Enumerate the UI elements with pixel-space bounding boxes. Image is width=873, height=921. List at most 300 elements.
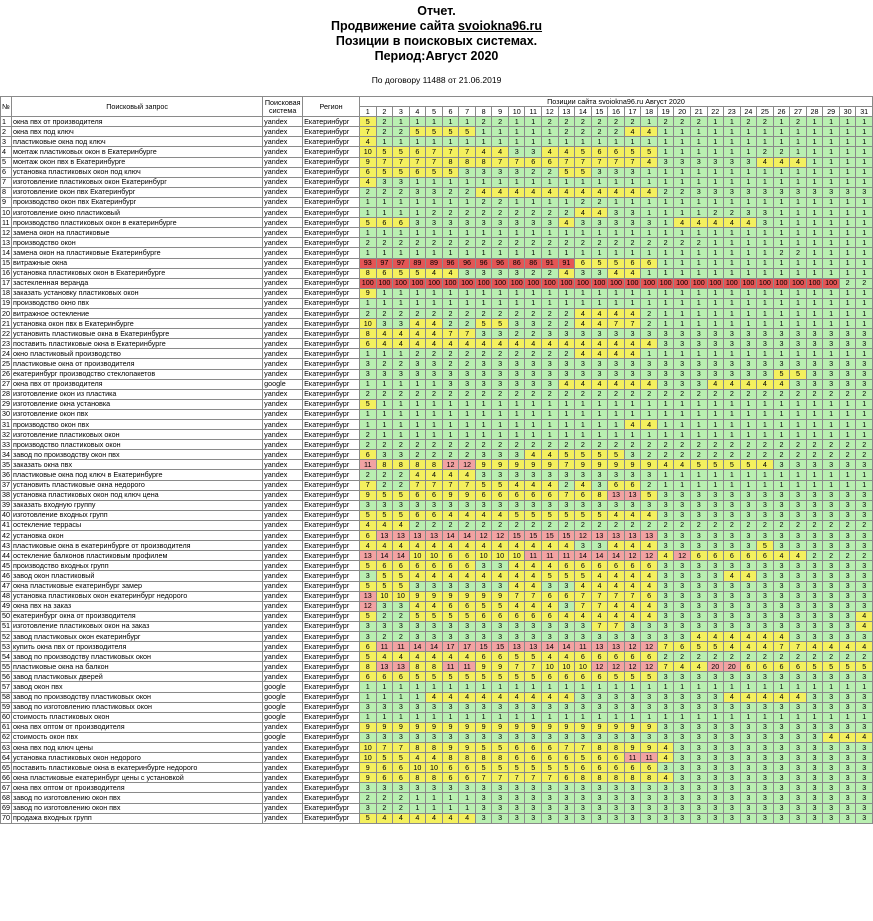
position-cell: 2 [674,440,691,450]
position-cell: 3 [773,359,790,369]
position-cell: 1 [724,197,741,207]
position-cell: 1 [426,793,443,803]
position-cell: 4 [674,218,691,228]
region: Екатеринбург [303,732,360,742]
position-cell: 3 [823,601,840,611]
position-cell: 1 [674,298,691,308]
position-cell: 1 [823,208,840,218]
position-cell: 2 [674,520,691,530]
position-cell: 9 [459,591,476,601]
position-cell: 1 [823,248,840,258]
search-query: производство окно пвх [12,298,263,308]
position-cell: 3 [773,490,790,500]
search-engine: yandex [263,349,303,359]
position-cell: 3 [508,732,525,742]
position-cell: 3 [790,591,807,601]
position-cell: 1 [459,420,476,430]
region: Екатеринбург [303,450,360,460]
position-cell: 3 [475,621,492,631]
position-cell: 1 [492,127,509,137]
position-cell: 3 [674,500,691,510]
row-number: 7 [1,177,12,187]
position-cell: 7 [558,460,575,470]
search-engine: google [263,702,303,712]
position-cell: 3 [641,813,658,823]
position-cell: 3 [657,379,674,389]
position-cell: 3 [674,571,691,581]
position-cell: 2 [492,197,509,207]
position-cell: 2 [558,208,575,218]
row-number: 70 [2,813,10,823]
position-cell: 1 [376,248,393,258]
search-query: завод пластиковых окон екатеринбург [12,631,263,641]
position-cell: 4 [508,692,525,702]
position-cell: 4 [757,692,774,702]
position-cell: 2 [492,208,509,218]
position-cell: 3 [773,510,790,520]
position-cell: 1 [360,197,377,207]
position-cell: 4 [525,541,542,551]
position-cell: 5 [376,490,393,500]
position-cell: 3 [856,329,873,339]
position-cell: 10 [360,743,377,753]
position-cell: 3 [657,510,674,520]
search-query: пластиковые окна на балкон [12,662,263,672]
position-cell: 1 [839,228,856,238]
position-cell: 1 [674,288,691,298]
position-cell: 1 [790,288,807,298]
day-header: 24 [740,107,757,117]
position-cell: 3 [740,369,757,379]
position-cell: 3 [657,803,674,813]
position-cell: 4 [641,611,658,621]
position-cell: 7 [360,127,377,137]
position-cell: 3 [839,561,856,571]
row-number: 44 [2,550,10,560]
position-cell: 1 [674,319,691,329]
position-cell: 1 [525,682,542,692]
position-cell: 3 [608,167,625,177]
position-cell: 1 [657,712,674,722]
position-cell: 1 [459,430,476,440]
position-cell: 1 [360,248,377,258]
position-cell: 4 [624,510,641,520]
position-cell: 1 [508,117,525,127]
position-cell: 1 [839,238,856,248]
position-cell: 9 [442,722,459,732]
position-cell: 4 [575,349,592,359]
position-cell: 3 [790,773,807,783]
position-cell: 5 [393,268,410,278]
search-query: изготовление окно пластиковый [12,208,263,218]
position-cell: 3 [591,631,608,641]
position-cell: 2 [790,117,807,127]
position-cell: 3 [558,813,575,823]
position-cell: 1 [690,319,707,329]
position-cell: 5 [707,460,724,470]
position-cell: 2 [558,480,575,490]
search-query: изготовление пластиковых окон [12,430,263,440]
table-row [1,541,873,551]
search-engine: yandex [263,117,303,127]
position-cell: 12 [591,662,608,672]
position-cell: 1 [475,430,492,440]
position-cell: 3 [740,611,757,621]
position-cell: 6 [608,147,625,157]
position-cell: 100 [376,278,393,288]
search-engine: yandex [263,127,303,137]
position-cell: 1 [542,197,559,207]
position-cell: 3 [806,591,823,601]
position-cell: 1 [558,409,575,419]
position-cell: 2 [442,187,459,197]
position-cell: 4 [525,571,542,581]
position-cell: 6 [393,672,410,682]
search-query: окна пластиковые екатеринбург цены с установкой [12,773,263,783]
position-cell: 1 [575,288,592,298]
position-cell: 7 [508,591,525,601]
position-cell: 13 [624,531,641,541]
position-cell: 9 [492,591,509,601]
position-cell: 3 [724,591,741,601]
position-cell: 3 [707,369,724,379]
position-cell: 7 [442,329,459,339]
position-cell: 1 [525,430,542,440]
position-cell: 3 [575,470,592,480]
position-cell: 3 [393,500,410,510]
position-cell: 5 [558,450,575,460]
position-cell: 3 [856,793,873,803]
search-query: витражное остекление [12,308,263,318]
position-cell: 3 [707,702,724,712]
position-cell: 1 [525,228,542,238]
row-number: 48 [2,591,10,601]
position-cell: 5 [360,652,377,662]
search-engine: yandex [263,308,303,318]
position-cell: 4 [575,187,592,197]
position-cell: 3 [757,531,774,541]
position-cell: 4 [641,127,658,137]
position-cell: 1 [823,308,840,318]
position-cell: 14 [575,551,592,561]
position-cell: 1 [459,399,476,409]
position-cell: 3 [690,692,707,702]
position-cell: 3 [608,702,625,712]
position-cell: 4 [393,541,410,551]
position-cell: 7 [542,773,559,783]
position-cell: 3 [608,631,625,641]
position-cell: 5 [475,319,492,329]
position-cell: 1 [690,712,707,722]
position-cell: 1 [856,409,873,419]
search-engine: yandex [263,450,303,460]
position-cell: 9 [591,460,608,470]
position-cell: 5 [508,672,525,682]
position-cell: 1 [608,197,625,207]
position-cell: 3 [409,369,426,379]
position-cell: 3 [542,813,559,823]
position-cell: 3 [839,571,856,581]
position-cell: 1 [757,480,774,490]
position-cell: 3 [839,813,856,823]
search-query: пластиковые окна от производителя [12,359,263,369]
position-cell: 1 [376,137,393,147]
position-cell: 5 [575,510,592,520]
position-cell: 1 [773,228,790,238]
position-cell: 6 [790,662,807,672]
position-cell: 13 [376,662,393,672]
position-cell: 3 [856,510,873,520]
position-cell: 9 [492,722,509,732]
position-cell: 3 [542,732,559,742]
position-cell: 3 [773,339,790,349]
position-cell: 3 [856,763,873,773]
position-cell: 4 [409,652,426,662]
position-cell: 3 [558,621,575,631]
position-cell: 1 [806,288,823,298]
position-cell: 1 [657,147,674,157]
position-cell: 4 [790,157,807,167]
position-cell: 1 [360,379,377,389]
position-cell: 2 [707,652,724,662]
position-cell: 4 [724,642,741,652]
position-cell: 3 [475,379,492,389]
position-cell: 3 [459,379,476,389]
row-number: 69 [2,803,10,813]
position-cell: 1 [839,197,856,207]
col-header-positions: Позиции сайта svoiokna96.ru Август 2020 [360,97,873,107]
position-cell: 12 [608,662,625,672]
position-cell: 1 [707,248,724,258]
position-cell: 3 [591,359,608,369]
position-cell: 5 [823,662,840,672]
position-cell: 1 [542,127,559,137]
position-cell: 1 [790,218,807,228]
position-cell: 1 [806,268,823,278]
position-cell: 8 [360,268,377,278]
position-cell: 6 [442,561,459,571]
row-number: 49 [2,601,10,611]
position-cell: 2 [707,208,724,218]
position-cell: 1 [525,248,542,258]
position-cell: 7 [575,743,592,753]
position-cell: 1 [690,228,707,238]
position-cell: 3 [806,541,823,551]
region: Екатеринбург [303,399,360,409]
table-row [1,298,873,308]
position-cell: 1 [724,420,741,430]
position-cell: 14 [376,551,393,561]
position-cell: 5 [558,763,575,773]
position-cell: 2 [376,793,393,803]
day-header: 5 [426,107,443,117]
position-cell: 3 [492,218,509,228]
position-cell: 1 [823,420,840,430]
position-cell: 1 [707,197,724,207]
position-cell: 1 [641,409,658,419]
position-cell: 3 [773,621,790,631]
search-query: поставить пластиковые окна в екатеринбурге недорого [12,763,263,773]
position-cell: 4 [393,520,410,530]
position-cell: 1 [724,288,741,298]
position-cell: 1 [426,298,443,308]
position-cell: 3 [773,329,790,339]
position-cell: 2 [492,349,509,359]
search-engine: yandex [263,470,303,480]
position-cell: 1 [740,399,757,409]
position-cell: 14 [426,642,443,652]
position-cell: 1 [690,258,707,268]
position-cell: 6 [591,652,608,662]
position-cell: 11 [393,642,410,652]
position-cell: 3 [690,359,707,369]
search-query: заказать окна пвх [12,460,263,470]
position-cell: 3 [674,692,691,702]
position-cell: 3 [442,621,459,631]
position-cell: 6 [525,611,542,621]
position-cell: 1 [608,288,625,298]
position-cell: 1 [707,177,724,187]
position-cell: 3 [707,561,724,571]
position-cell: 3 [724,702,741,712]
position-cell: 2 [707,389,724,399]
position-cell: 3 [690,763,707,773]
position-cell: 3 [525,218,542,228]
position-cell: 1 [525,197,542,207]
position-cell: 12 [459,460,476,470]
position-cell: 4 [426,652,443,662]
position-cell: 6 [409,147,426,157]
position-cell: 3 [806,490,823,500]
position-cell: 3 [856,500,873,510]
position-cell: 1 [823,127,840,137]
position-cell: 3 [475,783,492,793]
table-row [1,228,873,238]
positions-table-wrapper [0,96,873,824]
row-number: 3 [1,137,12,147]
position-cell: 2 [806,551,823,561]
position-cell: 3 [823,359,840,369]
position-cell: 2 [459,208,476,218]
position-cell: 1 [740,127,757,137]
position-cell: 3 [475,793,492,803]
region: Екатеринбург [303,490,360,500]
position-cell: 3 [492,369,509,379]
position-cell: 1 [839,117,856,127]
position-cell: 1 [806,712,823,722]
position-cell: 12 [624,642,641,652]
position-cell: 5 [393,167,410,177]
position-cell: 1 [806,147,823,157]
search-query: витражные окна [12,258,263,268]
position-cell: 12 [624,662,641,672]
position-cell: 1 [773,319,790,329]
position-cell: 7 [442,147,459,157]
position-cell: 1 [707,470,724,480]
position-cell: 3 [839,500,856,510]
position-cell: 13 [525,642,542,652]
position-cell: 5 [475,672,492,682]
day-header: 17 [624,107,641,117]
position-cell: 1 [674,480,691,490]
position-cell: 4 [624,379,641,389]
table-body [1,117,873,824]
position-cell: 1 [360,208,377,218]
position-cell: 3 [823,672,840,682]
position-cell: 3 [757,329,774,339]
position-cell: 3 [426,621,443,631]
position-cell: 3 [674,339,691,349]
position-cell: 3 [409,631,426,641]
position-cell: 3 [657,692,674,702]
position-cell: 2 [641,389,658,399]
position-cell: 5 [558,571,575,581]
position-cell: 1 [724,349,741,359]
search-engine: yandex [263,278,303,288]
position-cell: 1 [475,288,492,298]
position-cell: 6 [525,157,542,167]
position-cell: 1 [608,137,625,147]
position-cell: 3 [839,510,856,520]
position-cell: 3 [426,218,443,228]
position-cell: 3 [393,732,410,742]
position-cell: 3 [773,743,790,753]
position-cell: 1 [508,137,525,147]
position-cell: 3 [724,672,741,682]
position-cell: 3 [740,541,757,551]
position-cell: 2 [575,440,592,450]
position-cell: 3 [707,692,724,702]
position-cell: 4 [492,339,509,349]
position-cell: 6 [740,662,757,672]
position-cell: 6 [608,652,625,662]
position-cell: 3 [823,631,840,641]
region: Екатеринбург [303,339,360,349]
position-cell: 1 [724,228,741,238]
position-cell: 96 [475,258,492,268]
position-cell: 6 [376,763,393,773]
position-cell: 3 [475,500,492,510]
search-engine: yandex [263,531,303,541]
position-cell: 1 [757,349,774,359]
position-cell: 4 [674,460,691,470]
position-cell: 4 [558,692,575,702]
position-cell: 1 [492,177,509,187]
position-cell: 3 [823,510,840,520]
position-cell: 3 [459,369,476,379]
position-cell: 2 [525,520,542,530]
position-cell: 2 [459,520,476,530]
site-link[interactable]: svoiokna96.ru [457,19,543,33]
position-cell: 3 [690,561,707,571]
position-cell: 1 [426,248,443,258]
position-cell: 3 [525,631,542,641]
position-cell: 5 [360,611,377,621]
position-cell: 4 [757,631,774,641]
position-cell: 3 [707,611,724,621]
position-cell: 1 [806,177,823,187]
position-cell: 2 [360,470,377,480]
position-cell: 4 [426,692,443,702]
position-cell: 8 [591,490,608,500]
position-cell: 5 [376,571,393,581]
search-engine: yandex [263,793,303,803]
position-cell: 1 [790,349,807,359]
position-cell: 2 [674,652,691,662]
position-cell: 3 [360,359,377,369]
search-query: заказать установку пластиковых окон [12,288,263,298]
position-cell: 1 [856,399,873,409]
